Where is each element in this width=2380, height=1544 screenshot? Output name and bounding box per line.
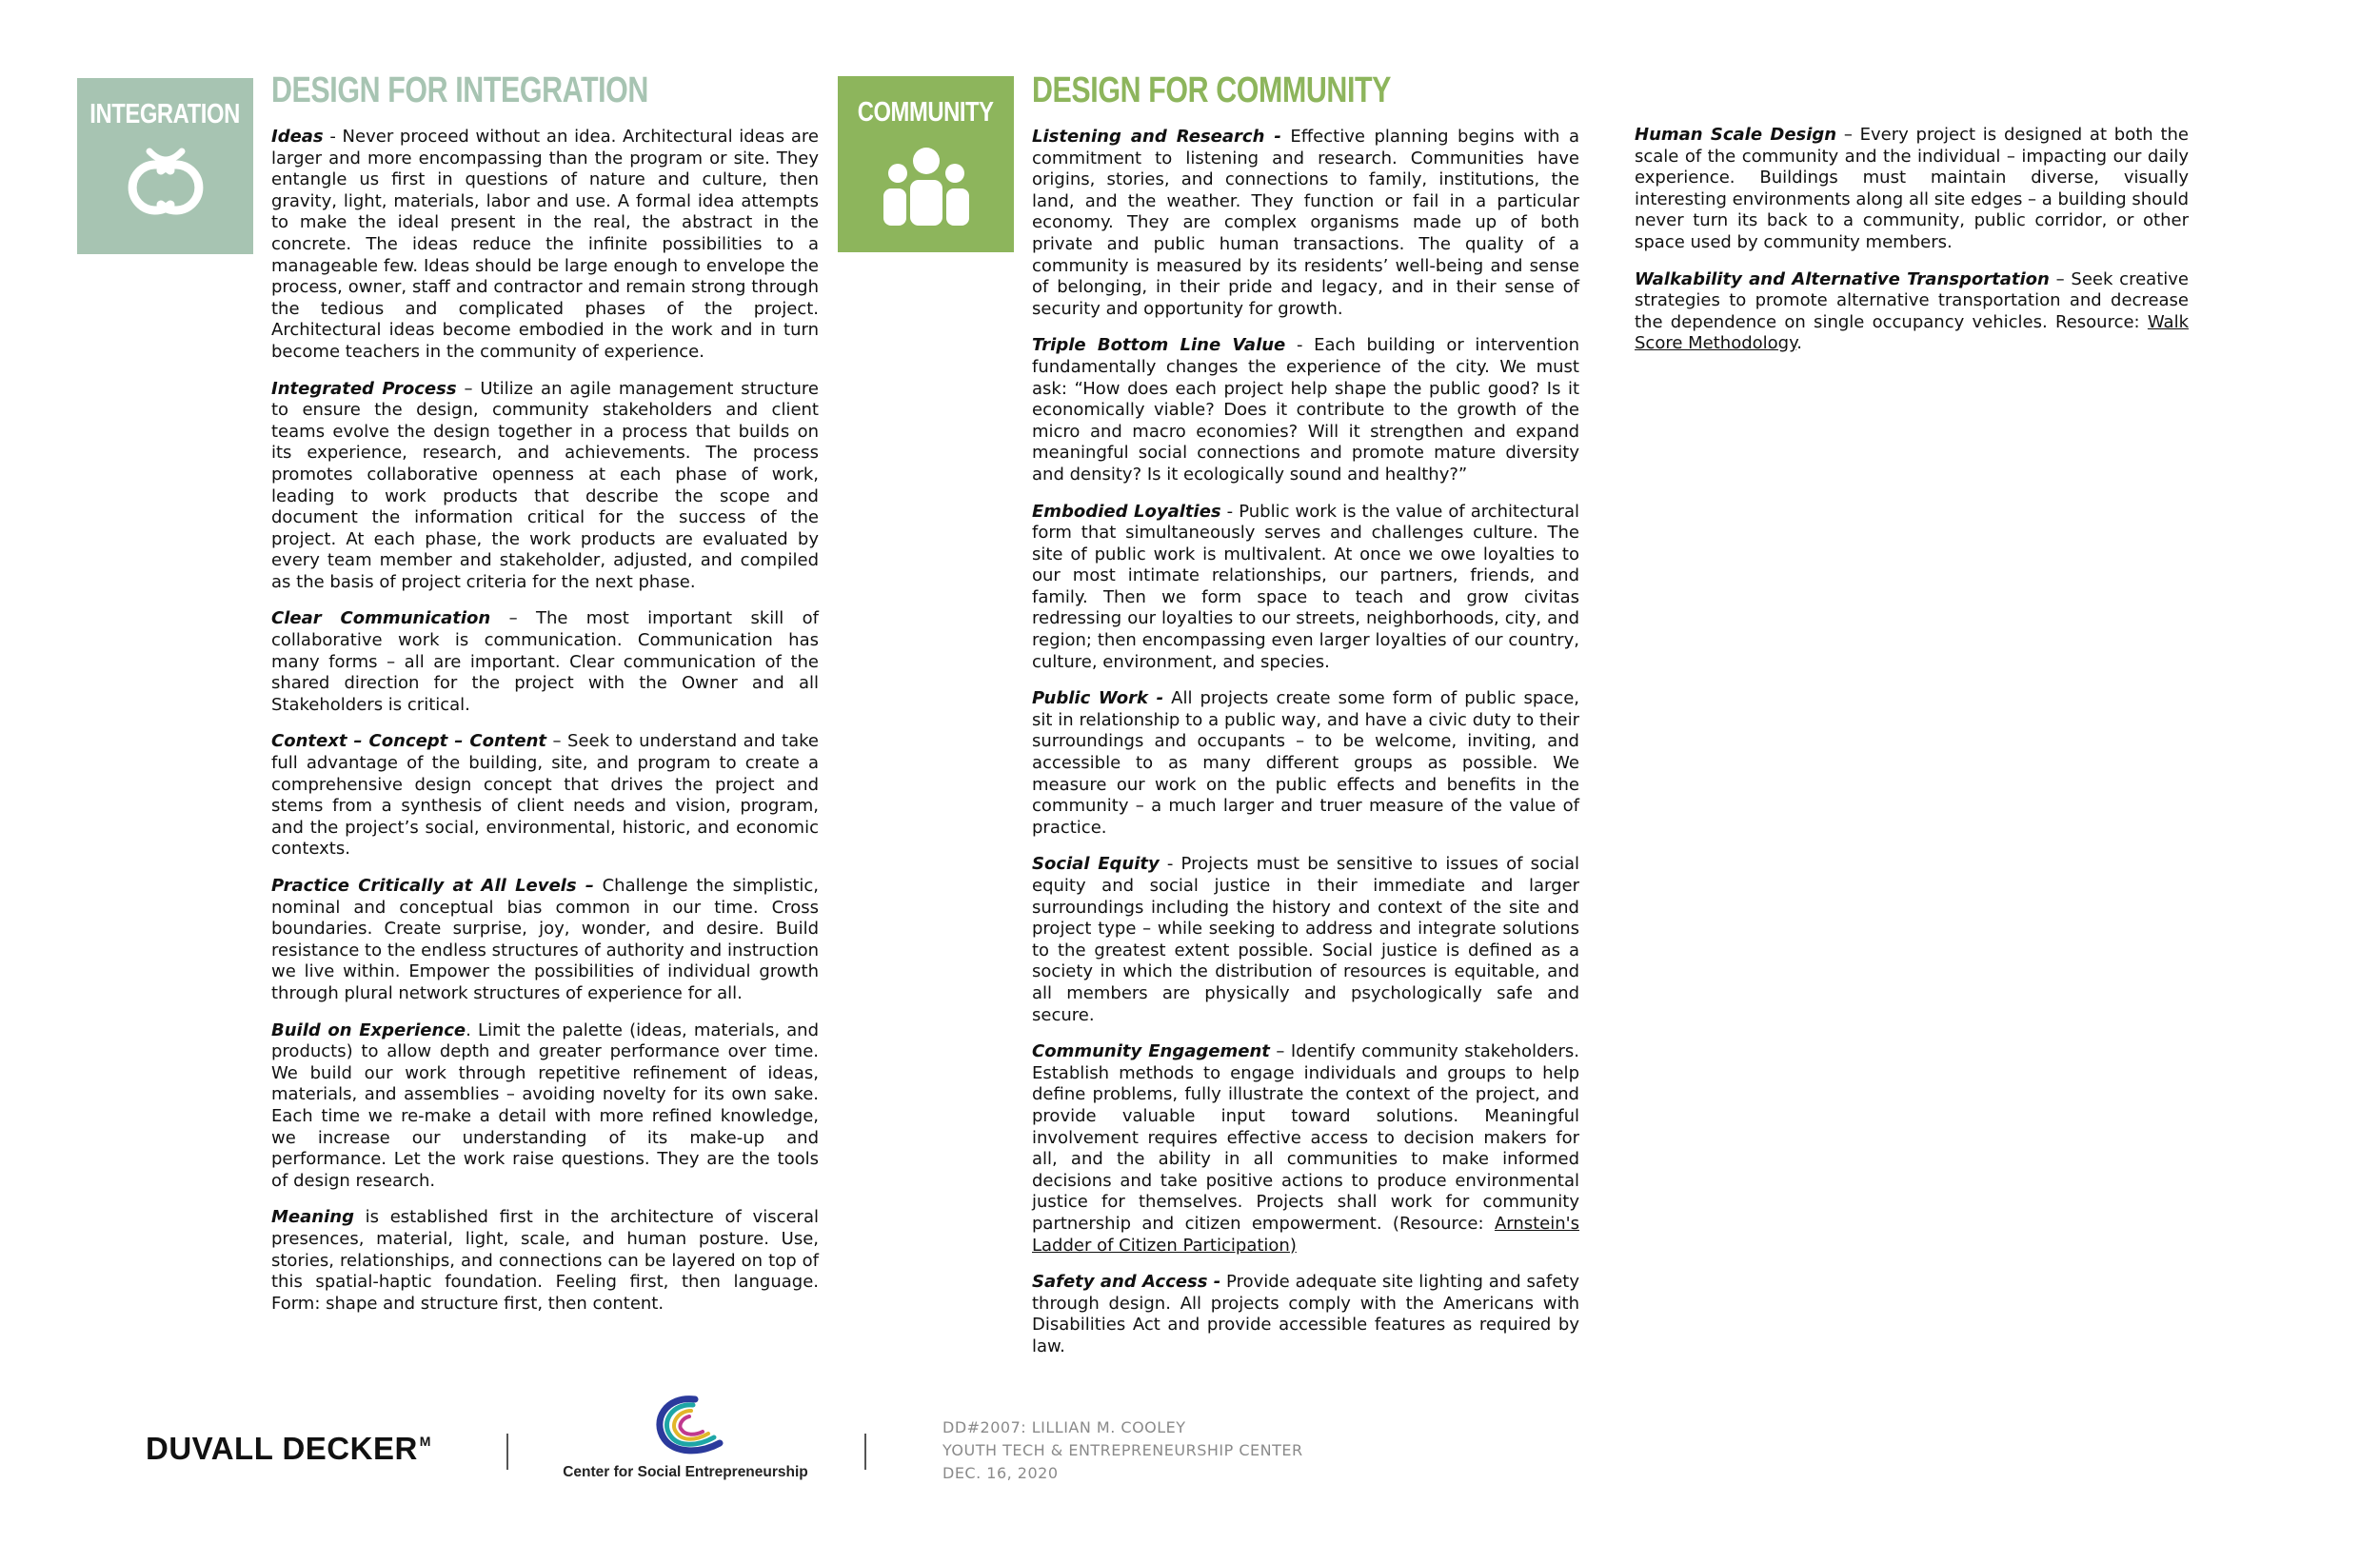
logo-mark: M <box>419 1434 431 1449</box>
arnstein-ladder-link[interactable]: Arnstein's Ladder of Citizen Participation) <box>1032 1213 1579 1256</box>
community-paragraph: Embodied Loyalties - Public work is the value of architectural form that simultaneously serves and challenges culture. The site of public work is multivalent. At once we owe loyalties to our most intimate relationships, our partners, friends, and family. Then we form space to teach and grow civitas redressing our loyalties to our streets, neighborhoods, city, and region; then encompassing even larger loyalties of our country, culture, environment, and species. <box>1032 501 1579 672</box>
community-column-continued <box>1635 125 2189 370</box>
walk-score-link[interactable]: Walk Score Methodology <box>1635 311 2189 354</box>
footer-divider <box>864 1434 866 1470</box>
community-badge <box>838 76 1014 252</box>
integration-paragraph: Meaning is established first in the architecture of visceral presences, material, light, scale, and human posture. Use, stories, relationships, and connections can be layered on top of this spatial-haptic foundation. Feeling first, then language. Form: shape and structure first, then content. <box>271 1207 819 1314</box>
community-paragraph: Human Scale Design – Every project is designed at both the scale of the community and the individual – impacting our daily experience. Buildings must maintain diverse, visually interesting environments along all site edges – a building should never turn its back to a community, public corridor, or other space used by community members. <box>1635 125 2189 252</box>
community-paragraph: Walkability and Alternative Transportation – Seek creative strategies to promote alternative transportation and decrease the dependence on single occupancy vehicles. Resource: Walk Score Methodology. <box>1635 268 2189 354</box>
community-paragraph: Listening and Research - Effective planning begins with a commitment to listening and research. Communities have origins, stories, and connections to family, institutions, the land, and the weather. They function or fail in a particular economy. They are complex organisms made up of both private and public human transactions. The quality of a community is measured by its residents’ well-being and sense of belonging, in their pride and legacy, and in their sense of security and opportunity for growth. <box>1032 127 1579 319</box>
community-people-icon <box>874 140 979 230</box>
community-title: DESIGN FOR COMMUNITY <box>1032 70 1392 110</box>
project-date: DEC. 16, 2020 <box>942 1464 1059 1482</box>
community-paragraph: Public Work - All projects create some form of public space, sit in relationship to a public way, and have a civic duty to their surroundings and occupants – to be welcome, inviting, and accessible to as many different groups as possible. We measure our work on the public effects and benefits in the community – a much larger and truer measure of the value of practice. <box>1032 688 1579 838</box>
community-paragraph: Triple Bottom Line Value - Each building or intervention fundamentally changes the experience of the city. We must ask: “How does each project help shape the public good? Is it economically viable? Does it contribute to the growth of the micro and macro economies? Will it strengthen and expand meaningful social connections and promote mature diversity and density? Is it ecologically sound and healthy?” <box>1032 335 1579 485</box>
integration-title: DESIGN FOR INTEGRATION <box>271 70 648 110</box>
footer-divider <box>506 1434 508 1470</box>
community-paragraph: Social Equity - Projects must be sensitive to issues of social equity and social justice in their immediate and larger surroundings including the history and context of the site and project type – while seeking to address and integrate solutions to the greatest extent possible. Social justice is defined as a society in which the distribution of resources is equitable, and all members are physically and psychologically safe and secure. <box>1032 854 1579 1025</box>
project-info <box>942 1416 1303 1485</box>
community-paragraph: Community Engagement – Identify community stakeholders. Establish methods to engage individuals and groups to help define problems, fully illustrate the context of the project, and provide valuable input toward solutions. Meaningful involvement requires effective access to decision makers for all, and the ability in all communities to make informed decisions and take positive actions to produce environmental justice for themselves. Projects shall work for community partnership and citizen empowerment. (Resource: Arnstein's Ladder of Citizen Participation) <box>1032 1041 1579 1256</box>
project-number: DD#2007: LILLIAN M. COOLEY <box>942 1418 1186 1436</box>
cse-swirl-icon <box>645 1392 725 1460</box>
project-name: YOUTH TECH & ENTREPRENEURSHIP CENTER <box>942 1441 1303 1459</box>
integration-badge-label: INTEGRATION <box>89 99 241 129</box>
integration-paragraph: Clear Communication – The most important skill of collaborative work is communication. Communication has many forms – all are important. Clear communication of the shared direction for the project with the Owner and all Stakeholders is critical. <box>271 608 819 715</box>
community-column <box>1032 127 1579 1373</box>
integration-paragraph: Context – Concept – Content – Seek to understand and take full advantage of the building, site, and program to create a comprehensive design concept that drives the project and stems from a synthesis of client needs and vision, program, and the project’s social, environmental, historic, and economic contexts. <box>271 731 819 860</box>
duvall-decker-logo: DUVALL DECKER $^M$ <box>146 1431 431 1466</box>
community-paragraph: Safety and Access - Provide adequate site lighting and safety through design. All projects comply with the Americans with Disabilities Act and provide accessible features as required by law. <box>1032 1272 1579 1356</box>
integration-rings-icon <box>113 142 218 228</box>
cse-logo <box>552 1392 819 1481</box>
integration-paragraph: Ideas - Never proceed without an idea. Architectural ideas are larger and more encompassing than the program or site. They entangle us first in questions of nature and culture, then gravity, light, materials, labor and use. A formal idea attempts to make the ideal present in the real, the abstract in the concrete. The ideas reduce the infinite possibilities to a manageable few. Ideas should be large enough to envelope the process, owner, staff and contractor and remain strong through the tedious and complicated phases of the project. Architectural ideas become embodied in the work and in turn become teachers in the community of experience. <box>271 127 819 362</box>
community-badge-label: COMMUNITY <box>858 97 994 128</box>
integration-paragraph: Practice Critically at All Levels – Challenge the simplistic, nominal and conceptual bias common in our time. Cross boundaries. Create surprise, joy, wonder, and desire. Build resistance to the endless structures of authority and instruction we live within. Empower the possibilities of individual growth through plural network structures of experience for all. <box>271 876 820 1003</box>
integration-badge <box>77 78 253 254</box>
integration-paragraph: Integrated Process – Utilize an agile management structure to ensure the design, community stakeholders and client teams evolve the design together in a process that builds on its experience, research, and achievements. The process promotes collaborative openness at each phase of work, leading to work products that describe the scope and document the information critical for the success of the project. At each phase, the work products are evaluated by every team member and stakeholder, adjusted, and compiled as the basis of project criteria for the next phase. <box>271 378 819 592</box>
integration-paragraph: Build on Experience. Limit the palette (ideas, materials, and products) to allow depth and greater performance over time. We build our work through repetitive refinement of ideas, materials, and assemblies – avoiding novelty for its own sake. Each time we re-make a detail with more refined knowledge, we increase our understanding of its make-up and performance. Let the work raise questions. They are the tools of design research. <box>271 1019 820 1191</box>
integration-column <box>271 127 819 1330</box>
cse-name: Center for Social Entrepreneurship <box>563 1464 808 1480</box>
